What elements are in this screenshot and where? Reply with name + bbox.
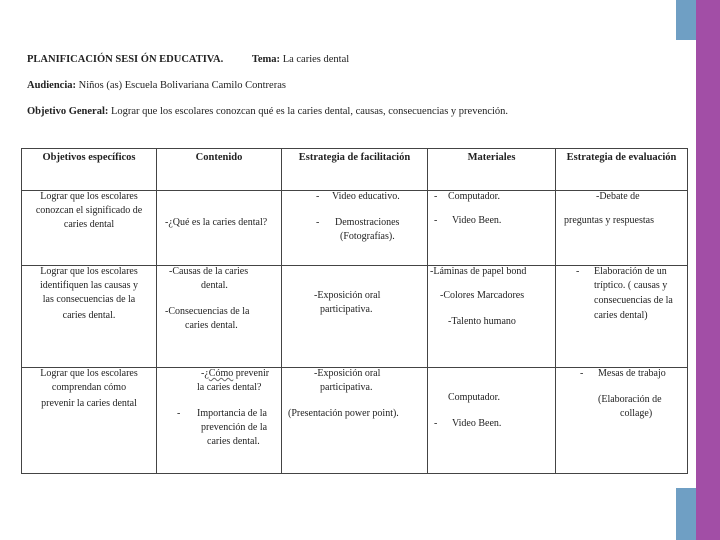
- bullet-dash: -: [177, 408, 181, 419]
- table-row: [22, 368, 688, 474]
- objetivo-cell: [22, 191, 157, 266]
- cell-line: -¿Qué es la caries dental?: [165, 217, 268, 228]
- cell-line: prevención de la: [201, 422, 268, 433]
- cell-line: Computador.: [448, 191, 500, 202]
- cell-line: dental.: [201, 280, 228, 291]
- materiales-cell: [428, 191, 556, 266]
- column-header: Objetivos específicos: [22, 149, 157, 191]
- audiencia-line: [27, 80, 286, 91]
- audiencia-value: Niños (as) Escuela Bolivariana Camilo Contreras: [78, 80, 286, 91]
- cell-line: -Colores Marcadores: [440, 290, 525, 301]
- cell-line: (Elaboración de: [598, 394, 662, 405]
- decorative-bar-blue-top: [676, 0, 696, 40]
- cell-line: Demostraciones: [335, 217, 400, 228]
- bullet-dash: -: [434, 418, 438, 429]
- cell-line: las consecuencias de la: [42, 294, 136, 305]
- tema-value: La caries dental: [282, 54, 350, 65]
- objetivo-label: Objetivo General:: [27, 106, 109, 117]
- contenido-cell: [157, 191, 282, 266]
- materiales-cell: [428, 368, 556, 474]
- cell-line: -Exposición oral: [314, 368, 381, 379]
- bullet-dash: -: [316, 191, 320, 202]
- cell-line: caries dental.: [185, 320, 238, 331]
- document-title-line: [27, 54, 349, 65]
- objetivo-cell: [22, 266, 157, 368]
- cell-line: -Talento humano: [448, 316, 516, 327]
- cell-line: identifiquen las causas y: [39, 280, 139, 291]
- cell-line: -Exposición oral: [314, 290, 381, 301]
- materiales-cell: [428, 266, 556, 368]
- cell-line: Lograr que los escolares: [40, 191, 138, 202]
- estrategia-cell: [282, 368, 428, 474]
- contenido-cell: [157, 368, 282, 474]
- cell-line: conozcan el significado de: [35, 205, 143, 216]
- cell-line: preguntas y respuestas: [564, 215, 654, 226]
- cell-line: Importancia de la: [197, 408, 267, 419]
- objetivo-value: Lograr que los escolares conozcan qué es la caries dental, causas, consecuencias y prevención.: [110, 106, 509, 117]
- cell-line: prevenir la caries dental: [41, 398, 137, 409]
- cell-line: Lograr que los escolares: [40, 368, 138, 379]
- cell-line: [201, 368, 269, 381]
- cell-line: caries dental): [594, 310, 648, 321]
- cell-line: Video educativo.: [332, 191, 400, 202]
- bullet-dash: -: [316, 217, 320, 228]
- decorative-bar-blue-bottom: [676, 488, 696, 540]
- document-title: PLANIFICACIÓN SESI ÓN EDUCATIVA.: [27, 54, 224, 65]
- planning-table: [21, 148, 688, 474]
- cell-line: caries dental.: [62, 310, 116, 321]
- tema-label: Tema:: [251, 54, 281, 65]
- cell-line: tríptico. ( causas y: [594, 280, 668, 291]
- cell-line: Video Been.: [452, 215, 502, 226]
- cell-line: caries dental.: [207, 436, 260, 447]
- spellcheck-word: Cómo: [208, 368, 234, 379]
- column-header: Estrategia de facilitación: [282, 149, 428, 191]
- estrategia-cell: [282, 266, 428, 368]
- cell-line: -Debate de: [596, 191, 640, 202]
- cell-line: participativa.: [320, 304, 373, 315]
- cell-line: -Causas de la caries: [169, 266, 249, 277]
- evaluacion-cell: [556, 191, 688, 266]
- cell-line: Mesas de trabajo: [598, 368, 666, 379]
- cell-line: Elaboración de un: [594, 266, 667, 277]
- question-mark-prefix: -¿: [201, 368, 209, 379]
- column-header: Materiales: [428, 149, 556, 191]
- evaluacion-cell: [556, 368, 688, 474]
- cell-line: collage): [620, 408, 653, 419]
- decorative-bar-purple: [696, 0, 720, 540]
- objetivo-general-line: [27, 106, 508, 117]
- cell-line: la caries dental?: [197, 382, 262, 393]
- estrategia-cell: [282, 191, 428, 266]
- table-header-row: [22, 149, 688, 191]
- column-header: Estrategia de evaluación: [556, 149, 688, 191]
- audiencia-label: Audiencia:: [27, 80, 77, 91]
- bullet-dash: -: [434, 191, 438, 202]
- table-row: [22, 266, 688, 368]
- cell-line: Lograr que los escolares: [40, 266, 138, 277]
- cell-line: -Láminas de papel bond: [430, 266, 527, 277]
- evaluacion-cell: [556, 266, 688, 368]
- table-row: [22, 191, 688, 266]
- cell-line: comprendan cómo: [51, 382, 127, 393]
- cell-word: prevenir: [235, 368, 270, 379]
- cell-line: participativa.: [320, 382, 373, 393]
- bullet-dash: -: [434, 215, 438, 226]
- cell-line: (Presentación power point).: [288, 408, 399, 419]
- bullet-dash: -: [580, 368, 584, 379]
- bullet-dash: -: [576, 266, 580, 277]
- cell-line: Video Been.: [452, 418, 502, 429]
- cell-line: consecuencias de la: [594, 295, 673, 306]
- cell-line: (Fotografías).: [340, 231, 395, 242]
- cell-line: -Consecuencias de la: [165, 306, 250, 317]
- contenido-cell: [157, 266, 282, 368]
- objetivo-cell: [22, 368, 157, 474]
- cell-line: caries dental: [63, 219, 115, 230]
- column-header: Contenido: [157, 149, 282, 191]
- tema: [252, 54, 349, 65]
- cell-line: Computador.: [448, 392, 500, 403]
